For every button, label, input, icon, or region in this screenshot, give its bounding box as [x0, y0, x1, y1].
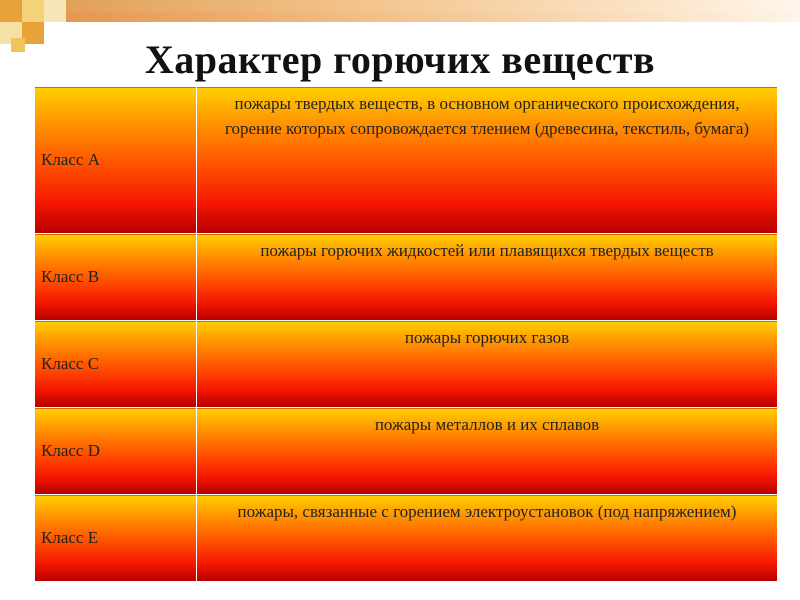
class-cell: Класс D	[35, 408, 197, 495]
table-row	[35, 321, 778, 408]
fire-classes-table	[34, 86, 778, 582]
table-row	[35, 87, 778, 234]
page-title: Характер горючих веществ	[144, 37, 656, 82]
description-cell: пожары горючих газов	[197, 321, 778, 408]
decor-square	[22, 0, 44, 22]
description-cell: пожары твердых веществ, в основном органического происхождения, горение которых сопровождается тлением (древесина, текстиль, бумага)	[197, 87, 778, 234]
class-cell: Класс E	[35, 495, 197, 582]
table-row	[35, 234, 778, 321]
decor-top-bar-shade	[66, 12, 800, 22]
description-cell: пожары, связанные с горением электроустановок (под напряжением)	[197, 495, 778, 582]
class-cell: Класс С	[35, 321, 197, 408]
table-row	[35, 495, 778, 582]
description-cell: пожары металлов и их сплавов	[197, 408, 778, 495]
table-row	[35, 408, 778, 495]
class-cell: Класс В	[35, 234, 197, 321]
decor-square	[0, 0, 22, 22]
class-cell: Класс А	[35, 87, 197, 234]
description-cell: пожары горючих жидкостей или плавящихся твердых веществ	[197, 234, 778, 321]
decor-square	[44, 0, 66, 22]
